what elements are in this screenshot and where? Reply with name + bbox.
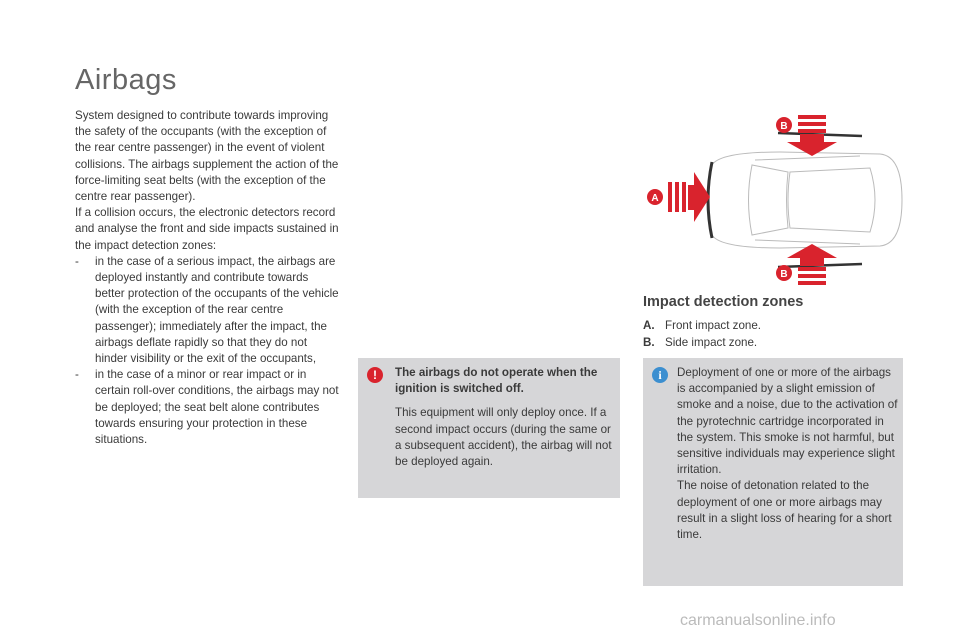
dash: - bbox=[75, 368, 79, 382]
info-text-2: The noise of detonation related to the deployment of one or more airbags may result in a slight loss of hearing for a short time. bbox=[677, 479, 892, 542]
zone-item bbox=[643, 318, 761, 335]
warning-box bbox=[358, 358, 620, 498]
info-box bbox=[643, 358, 903, 586]
body-text bbox=[75, 108, 340, 448]
intro-paragraph: System designed to contribute towards improving the safety of the occupants (with the exception of the rear centre passenger) in the event of violent collisions. The airbags supplement the action of the force-limiting seat belts (with the exception of the centre rear passenger). bbox=[75, 109, 339, 204]
list-text: in the case of a serious impact, the airbags are deployed instantly and contribute towards better protection of the occupants of the vehicle (with the exception of the rear centre passenger); immediately after the impact, the airbags deflate rapidly so that they do not hinder visibility or the exit of the occupants, bbox=[95, 254, 339, 366]
car-impact-diagram bbox=[630, 110, 910, 290]
zone-text: Front impact zone. bbox=[665, 319, 762, 332]
label-b-top: B bbox=[780, 121, 788, 132]
exclamation-icon: ! bbox=[367, 367, 383, 383]
warning-heading: The airbags do not operate when the ignition is switched off. bbox=[395, 366, 598, 396]
warning-text: This equipment will only deploy once. If a second impact occurs (during the same or a subsequent accident), the airbag will not be deployed again. bbox=[395, 406, 612, 469]
zone-key: B. bbox=[643, 335, 655, 349]
zone-key: A. bbox=[643, 319, 655, 332]
page-title: Airbags bbox=[75, 64, 177, 96]
list-item bbox=[75, 254, 340, 367]
dash: - bbox=[75, 254, 79, 268]
collision-paragraph: If a collision occurs, the electronic detectors record and analyse the front and side impacts sustained in the impact detection zones: bbox=[75, 206, 339, 252]
info-text: Deployment of one or more of the airbags is accompanied by a slight emission of smoke and a noise, due to the activation of the pyrotechnic cartridge incorporated in the system. This smoke is not harmful, but sensitive individuals may experience slight irritation. bbox=[677, 366, 898, 477]
info-icon: i bbox=[652, 367, 668, 383]
label-a: A bbox=[651, 193, 659, 204]
list-text: in the case of a minor or rear impact or in certain roll-over conditions, the airbags may not be deployed; the seat belt alone contributes towards ensuring your protection in these situations. bbox=[95, 368, 339, 447]
zones-heading: Impact detection zones bbox=[643, 294, 804, 310]
watermark: carmanualsonline.info bbox=[680, 612, 836, 629]
zone-item bbox=[643, 335, 761, 352]
label-b-bottom: B bbox=[780, 269, 788, 280]
zones-list bbox=[643, 318, 761, 351]
zone-text: Side impact zone. bbox=[665, 335, 758, 349]
list-item bbox=[75, 367, 340, 448]
